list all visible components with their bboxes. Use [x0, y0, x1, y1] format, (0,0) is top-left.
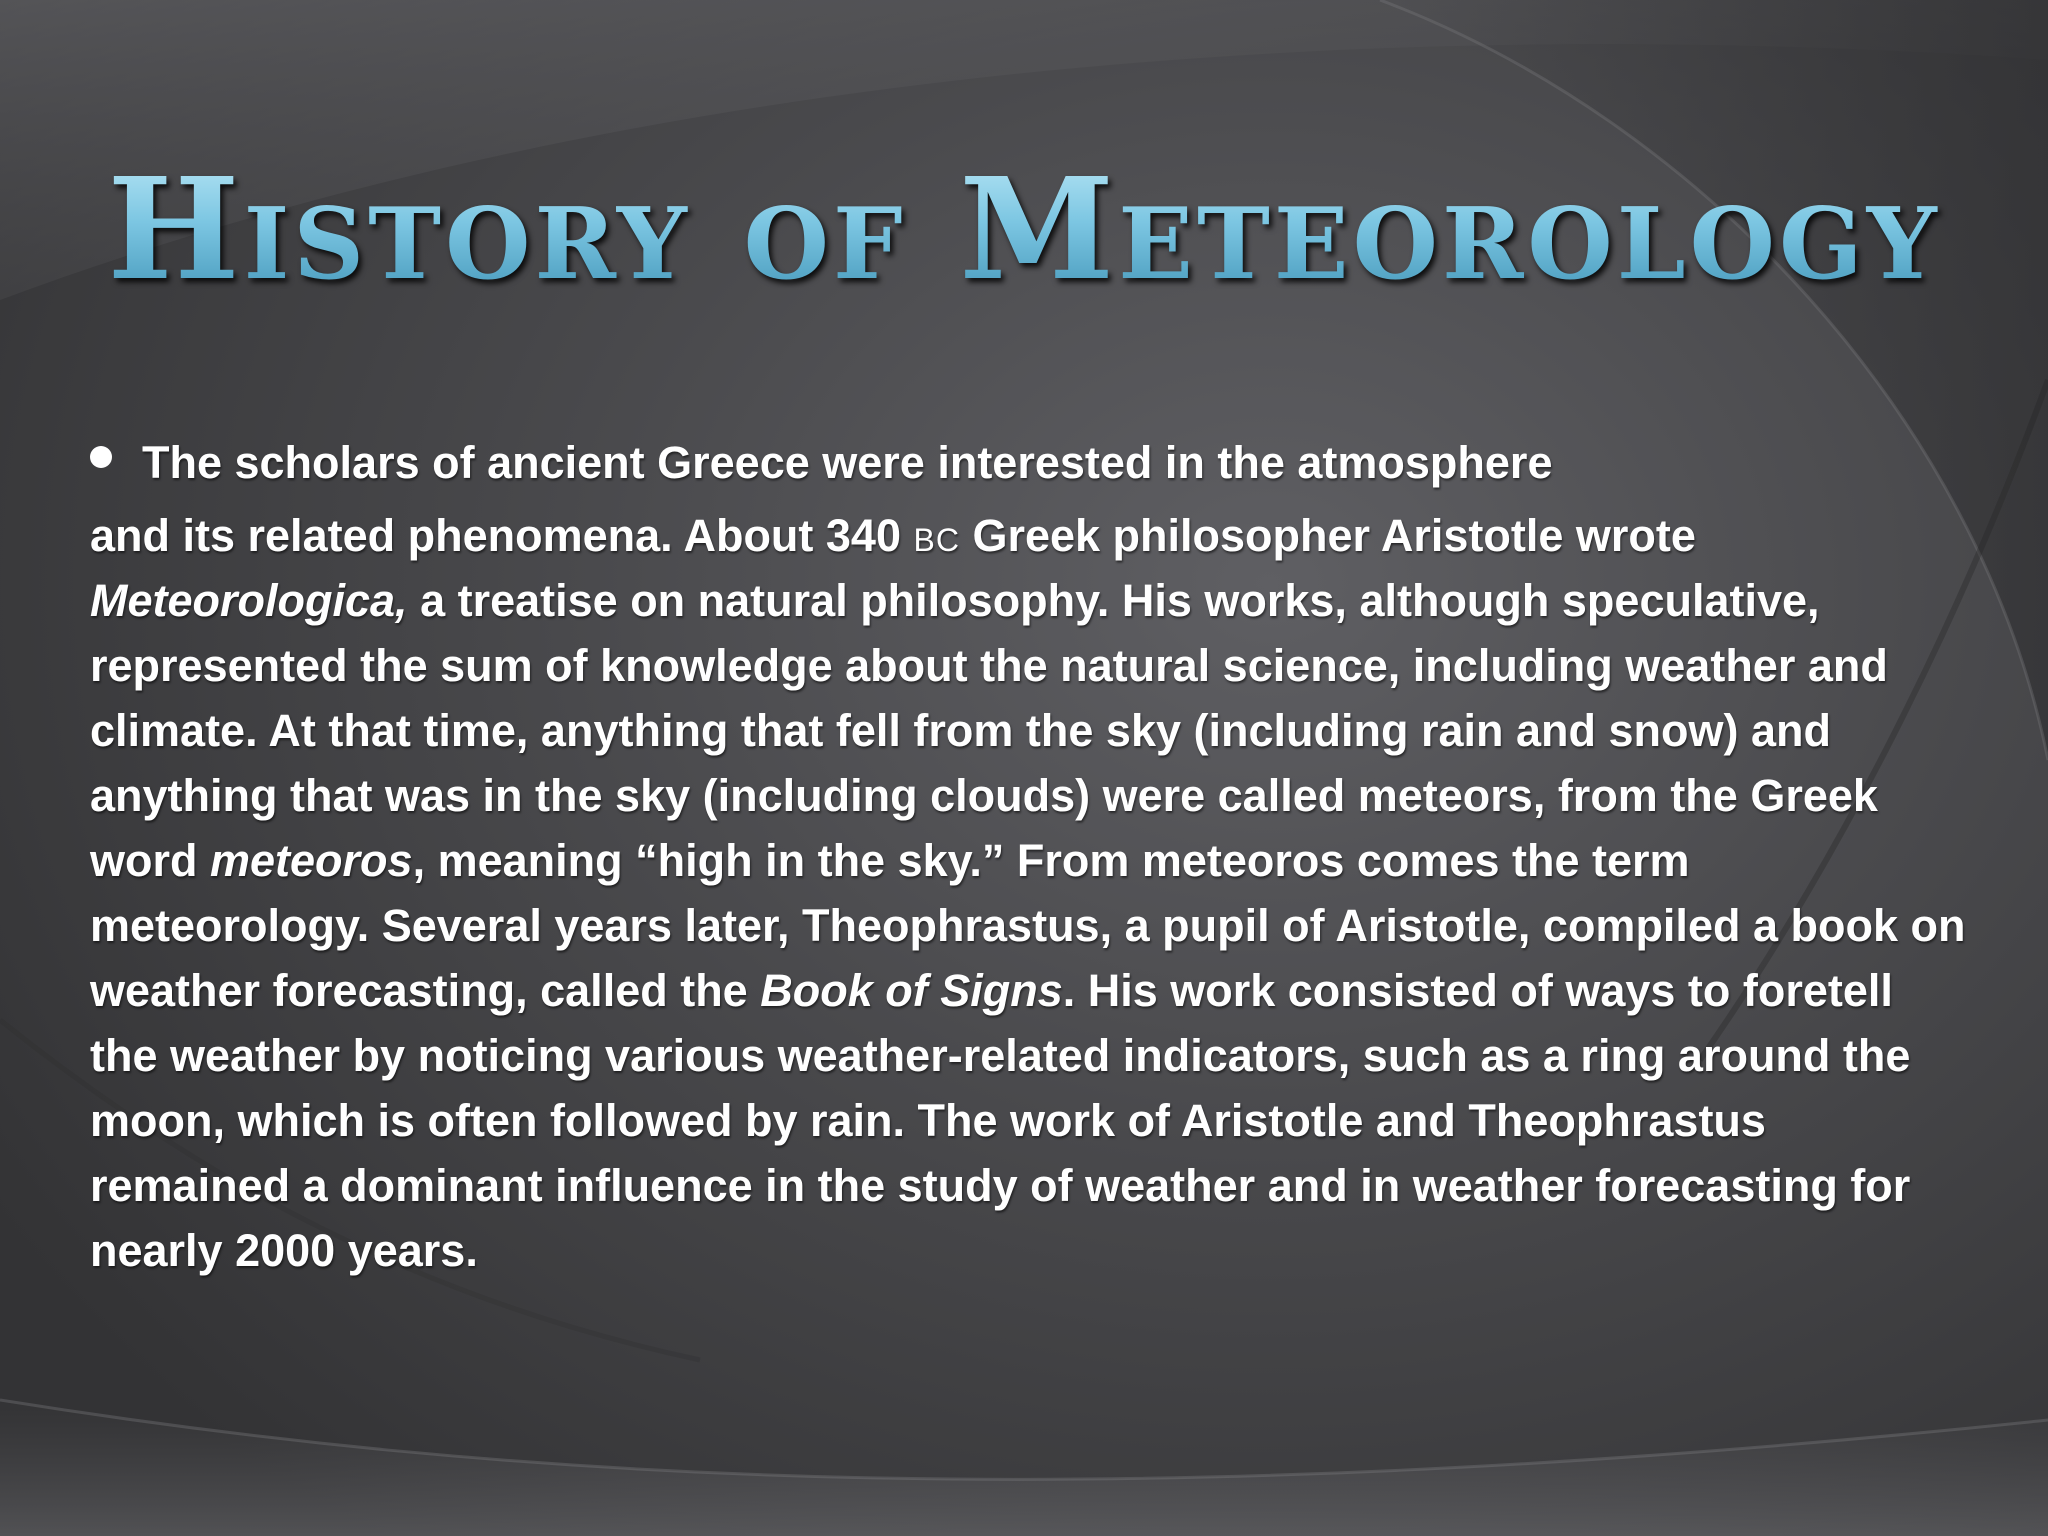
text-segment-5: . His work consisted of ways to foretell the weather by noticing various weather-related indicators, such as a ring around the moon, which is often followed by rain. The work of Aristotle and Theophrastus remained a dominant influence in the study of weather and in weather forecasting for nearly 2000 years.	[90, 965, 1911, 1276]
term-meteoros: meteoros	[210, 835, 413, 886]
first-line	[90, 430, 1552, 495]
bullet-icon	[90, 446, 112, 468]
text-lead: The scholars of ancient Greece were interested in the atmosphere	[142, 437, 1553, 488]
era-abbreviation: bc	[913, 510, 960, 561]
slide-title: History of Meteorology	[0, 150, 2048, 310]
text-segment-4: , meaning “high in the sky.” From meteoros comes the term meteorology. Several years later, Theophrastus, a pupil of Aristotle, compiled a book on weather forecasting, called the	[90, 835, 1966, 1016]
text-segment-2: Greek philosopher Aristotle wrote	[959, 510, 1696, 561]
work-title-meteorologica: Meteorologica,	[90, 575, 408, 626]
work-title-book-of-signs: Book of Signs	[760, 965, 1063, 1016]
body-paragraph	[90, 430, 1970, 1283]
text-segment-3: a treatise on natural philosophy. His works, although speculative, represented the sum of knowledge about the natural science, including weather and climate. At that time, anything that fell from the sky (including rain and snow) and anything that was in the sky (including clouds) were called meteors, from the Greek word	[90, 575, 1888, 886]
text-segment-1: and its related phenomena. About 340	[90, 510, 914, 561]
